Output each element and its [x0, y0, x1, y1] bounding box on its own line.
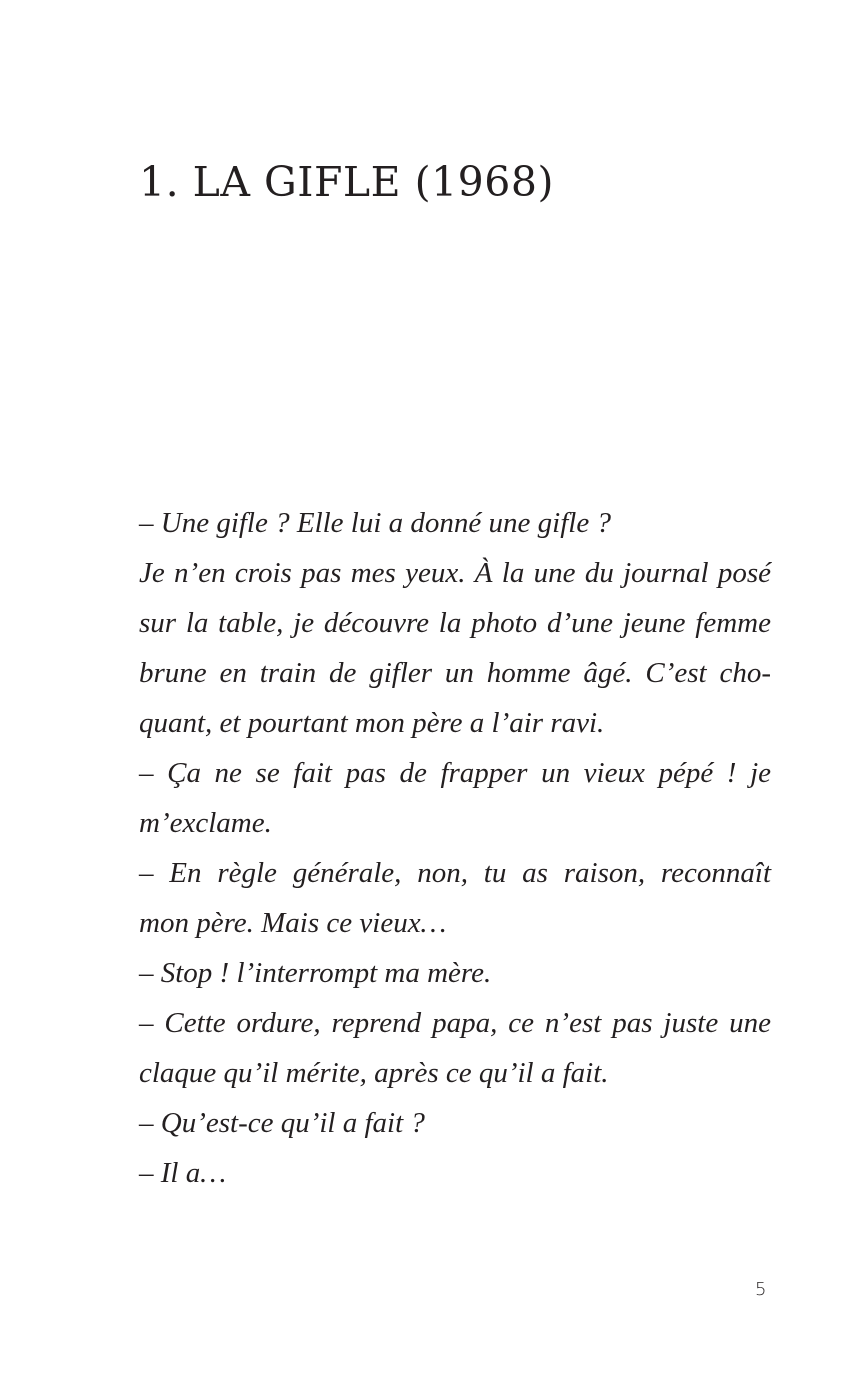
- text-line: – Qu’est-ce qu’il a fait ?: [139, 1107, 425, 1139]
- text-line: Je n’en crois pas mes yeux. À la une du journal posé: [139, 557, 771, 589]
- text-line: – En règle générale, non, tu as raison, reconnaît: [139, 857, 771, 889]
- chapter-title: 1. LA GIFLE (1968): [139, 158, 554, 206]
- body-text: [139, 498, 771, 1198]
- text-line: – Cette ordure, reprend papa, ce n’est pas juste une: [139, 1007, 771, 1039]
- text-line: sur la table, je découvre la photo d’une jeune femme: [139, 607, 771, 639]
- text-line: claque qu’il mérite, après ce qu’il a fait.: [139, 1057, 609, 1089]
- text-line: m’exclame.: [139, 807, 272, 839]
- text-line: – Une gifle ? Elle lui a donné une gifle ?: [139, 507, 611, 539]
- text-line: – Il a…: [139, 1157, 226, 1189]
- text-line: brune en train de gifler un homme âgé. C’est cho-: [139, 657, 771, 689]
- text-line: – Stop ! l’interrompt ma mère.: [139, 957, 492, 989]
- text-line: quant, et pourtant mon père a l’air ravi.: [139, 707, 605, 739]
- page-number: 5: [755, 1279, 767, 1300]
- text-line: – Ça ne se fait pas de frapper un vieux pépé ! je: [139, 757, 771, 789]
- text-line: mon père. Mais ce vieux…: [139, 907, 447, 939]
